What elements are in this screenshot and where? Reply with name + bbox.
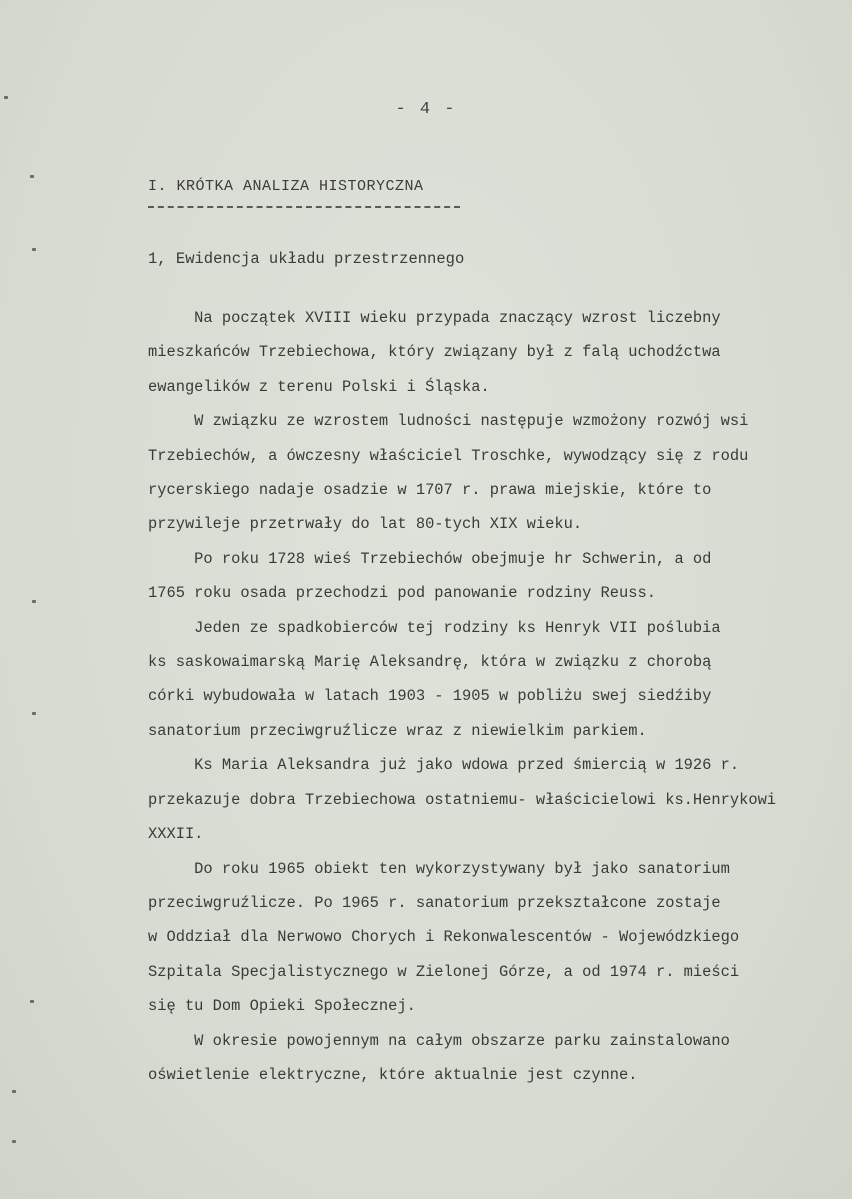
text-line: W okresie powojennym na całym obszarze parku zainstalowano [148, 1031, 730, 1050]
binding-mark [32, 712, 36, 715]
binding-mark [30, 1000, 34, 1003]
text-line: sanatorium przeciwgruźlicze wraz z niewielkim parkiem. [148, 721, 647, 740]
text-line: Po roku 1728 wieś Trzebiechów obejmuje hr Schwerin, a od [148, 549, 712, 568]
binding-mark [32, 600, 36, 603]
text-line: przeciwgruźlicze. Po 1965 r. sanatorium przekształcone zostaje [148, 893, 721, 912]
text-line: Do roku 1965 obiekt ten wykorzystywany był jako sanatorium [148, 859, 730, 878]
text-line: W związku ze wzrostem ludności następuje wzmożony rozwój wsi [148, 412, 749, 431]
text-line: Trzebiechów, a ówczesny właściciel Troschke, wywodzący się z rodu [148, 446, 749, 465]
text-line: się tu Dom Opieki Społecznej. [148, 997, 416, 1016]
page-number: - 4 - [395, 100, 457, 119]
text-line: przekazuje dobra Trzebiechowa ostatniemu- właścicielowi ks.Henrykowi [148, 790, 777, 809]
text-line: XXXII. [148, 825, 204, 844]
text-line: córki wybudowała w latach 1903 - 1905 w pobliżu swej siedźiby [148, 687, 712, 706]
binding-mark [30, 175, 34, 178]
text-line: Ks Maria Aleksandra już jako wdowa przed śmiercią w 1926 r. [148, 756, 740, 775]
binding-mark [12, 1140, 16, 1143]
text-line: rycerskiego nadaje osadzie w 1707 r. prawa miejskie, które to [148, 481, 712, 500]
text-line: przywileje przetrwały do lat 80-tych XIX wieku. [148, 515, 583, 534]
text-line: ks saskowaimarską Marię Aleksandrę, która w związku z chorobą [148, 653, 712, 672]
subsection-heading: 1, Ewidencja układu przestrzennego [148, 250, 465, 268]
binding-mark [4, 96, 8, 99]
section-title: I. KRÓTKA ANALIZA HISTORYCZNA [148, 178, 424, 195]
text-line: mieszkańców Trzebiechowa, który związany był z falą uchodźctwa [148, 343, 721, 362]
text-line: Jeden ze spadkobierców tej rodziny ks Henryk VII poślubia [148, 618, 721, 637]
text-line: oświetlenie elektryczne, które aktualnie jest czynne. [148, 1065, 638, 1084]
binding-mark [12, 1090, 16, 1093]
binding-mark [32, 248, 36, 251]
text-line: ewangelików z terenu Polski i Śląska. [148, 377, 490, 396]
text-line: 1765 roku osada przechodzi pod panowanie rodziny Reuss. [148, 584, 656, 603]
section-title-underline [148, 206, 460, 208]
text-line: w Oddział dla Nerwowo Chorych i Rekonwalescentów - Wojewódzkiego [148, 928, 740, 947]
text-line: Szpitala Specjalistycznego w Zielonej Górze, a od 1974 r. mieści [148, 962, 740, 981]
text-line: Na początek XVIII wieku przypada znaczący wzrost liczebny [148, 309, 721, 327]
body-text [148, 301, 838, 1092]
